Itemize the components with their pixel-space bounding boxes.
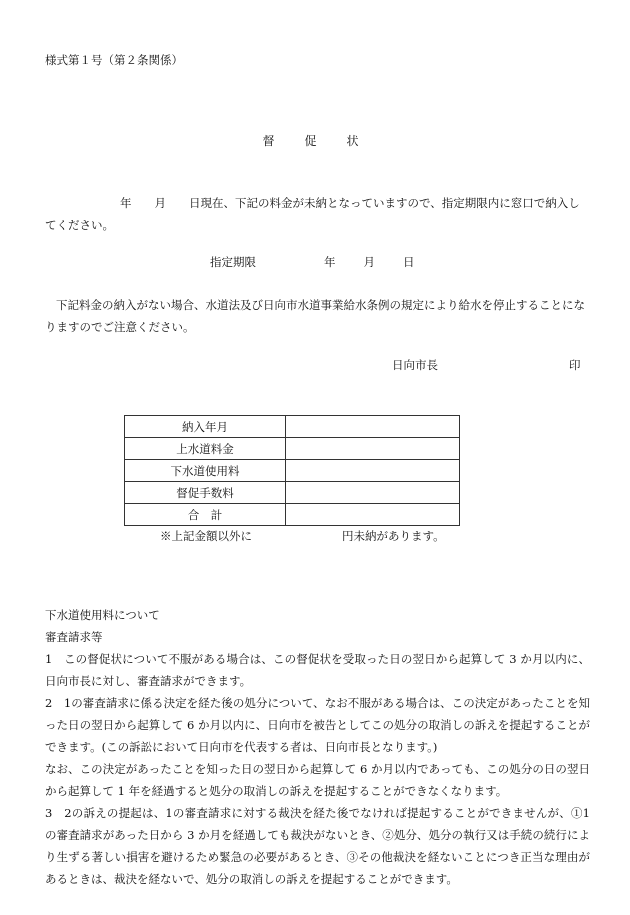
fee-table-row	[125, 460, 460, 482]
appeal-paragraph-3: なお、この決定があったことを知った日の翌日から起算して 6 か月以内であっても、この処分の日の翌日から起算して 1 年を経過すると処分の取消しの訴えを提起することができなくなります。	[45, 762, 590, 798]
fee-value	[286, 416, 460, 438]
fee-label: 合 計	[125, 504, 286, 526]
fee-table	[124, 415, 460, 526]
fee-table-row	[125, 416, 460, 438]
issuer-name: 日向市長	[392, 358, 438, 372]
seal-mark: 印	[569, 358, 581, 372]
fee-label: 督促手数料	[125, 482, 286, 504]
fee-value	[286, 438, 460, 460]
appeal-paragraph-2: 2 1の審査請求に係る決定を経た後の処分について、なお不服がある場合は、この決定があったことを知った日の翌日から起算して 6 か月以内に、日向市を被告としてこの処分の取消しの訴えを提起することができます。(この訴訟において日向市を代表する者は、日向市長となります。)	[45, 696, 590, 754]
fee-table-row	[125, 504, 460, 526]
intro-paragraph: 年 月 日現在、下記の料金が未納となっていますので、指定期限内に窓口で納入してください。	[45, 196, 580, 232]
fee-value	[286, 504, 460, 526]
appeal-subheading: 審査請求等	[45, 630, 103, 644]
fee-table-row	[125, 438, 460, 460]
unpaid-note-suffix: 円未納があります。	[342, 529, 445, 543]
fee-label: 下水道使用料	[125, 460, 286, 482]
fee-label: 納入年月	[125, 416, 286, 438]
fee-value	[286, 460, 460, 482]
fee-label: 上水道料金	[125, 438, 286, 460]
unpaid-note-prefix: ※上記金額以外に	[160, 529, 252, 543]
deadline-day: 日	[403, 255, 415, 269]
form-number: 様式第１号（第２条関係）	[45, 53, 183, 67]
fee-table-row	[125, 482, 460, 504]
stop-notice-paragraph: 下記料金の納入がない場合、水道法及び日向市水道事業給水条例の規定により給水を停止することになりますのでご注意ください。	[45, 298, 585, 334]
document-title: 督 促 状	[262, 134, 368, 148]
appeal-paragraph-4: 3 2の訴えの提起は、1の審査請求に対する裁決を経た後でなければ提起することができませんが、①1の審査請求があった日から 3 か月を経過しても裁決がないとき、②処分、処分の執行又は手続の続行により生ずる著しい損害を避けるため緊急の必要があるとき、③その他裁決を経ないことにつき正当な理由があるときは、裁決を経ないで、処分の取消しの訴えを提起することができます。	[45, 806, 590, 886]
appeal-section	[45, 604, 590, 890]
deadline-year: 年	[324, 255, 336, 269]
deadline-month: 月	[363, 255, 375, 269]
deadline-label: 指定期限	[210, 255, 256, 269]
appeal-heading: 下水道使用料について	[45, 608, 160, 622]
deadline-line	[210, 254, 415, 270]
appeal-paragraph-1: 1 この督促状について不服がある場合は、この督促状を受取った日の翌日から起算して 3 か月以内に、日向市長に対し、審査請求ができます。	[45, 652, 590, 688]
unpaid-note	[160, 528, 445, 544]
fee-value	[286, 482, 460, 504]
